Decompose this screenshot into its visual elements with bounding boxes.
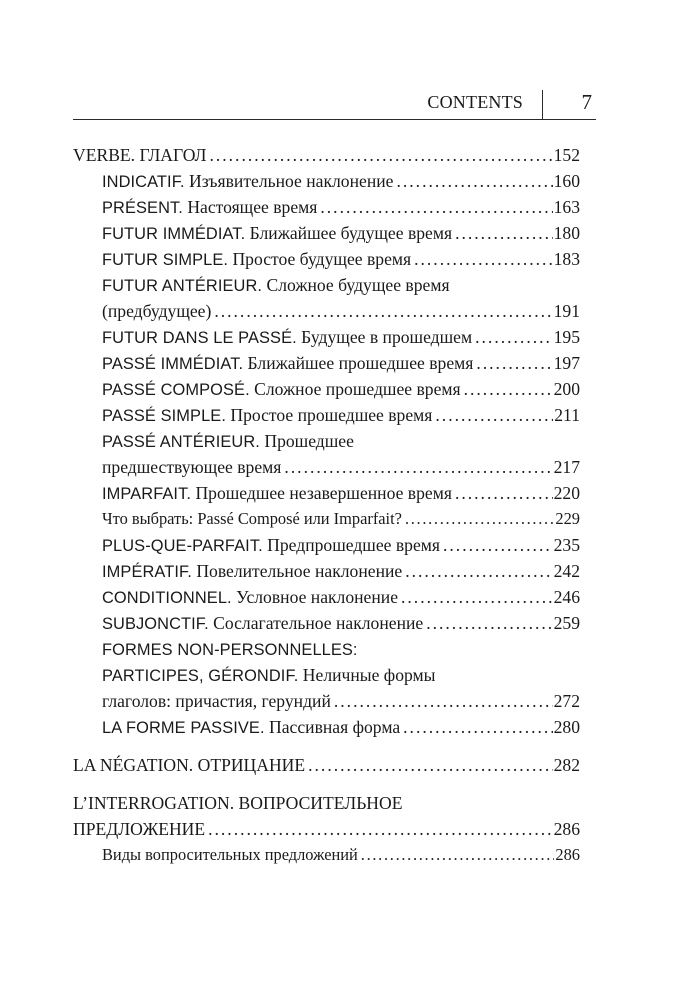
dot-leader [308,752,552,778]
toc-entry[interactable] [73,752,580,778]
dot-leader [401,584,553,610]
toc-entry[interactable] [73,532,580,558]
toc-entry-title [102,168,396,195]
dot-leader [414,246,553,272]
toc-entry[interactable] [73,480,580,506]
toc-entry-french: FUTUR DANS LE PASSÉ. [102,329,297,347]
toc-entry-title [73,816,208,842]
toc-entry-page: 272 [553,691,580,711]
dot-leader [208,816,553,842]
toc-entry-french: VERBE. [73,145,136,165]
dot-leader [284,454,552,480]
toc-entry-title [73,790,405,816]
toc-entry-french: L’INTERROGATION. [73,793,235,813]
toc-entry-french: PASSÉ IMMÉDIAT. [102,355,244,373]
toc-entry-russian: Будущее в прошедшем [296,327,473,347]
toc-entry-french: FORMES NON-PERSONNELLES: [102,641,358,659]
toc-entry-page: 152 [553,145,580,165]
toc-entry-page: 229 [555,509,580,528]
toc-entry-page: 197 [553,353,580,373]
toc-entry[interactable] [73,558,580,584]
toc-entry-title [102,688,334,714]
toc-entry-russian: ПРЕДЛОЖЕНИЕ [73,819,206,839]
toc-entry-french: INDICATIF. [102,173,185,191]
toc-entry-page: 235 [553,535,580,555]
dot-leader [405,506,554,532]
toc-entry-title [102,324,475,351]
toc-entry-title [102,714,403,741]
toc-entry-russian: Ближайшее будущее время [245,223,453,243]
dot-leader [403,714,552,740]
toc-entry-page: 200 [553,379,580,399]
header-title: CONTENTS [427,92,523,112]
dot-leader [396,168,552,194]
toc-entry-russian: предшествующее время [102,457,282,477]
toc-entry-title [102,636,361,663]
toc-entry-title [102,298,214,324]
toc-entry-french: PARTICIPES, GÉRONDIF. [102,667,299,685]
toc-entry-russian: Пассивная форма [264,717,401,737]
toc-entry[interactable] [73,842,580,868]
toc-entry-russian: ВОПРОСИТЕЛЬНОЕ [234,793,403,813]
toc-entry-french: LA FORME PASSIVE. [102,719,265,737]
toc-entry-russian: Прошедшее незавершенное время [191,483,452,503]
dot-leader [476,350,552,376]
toc-entry-russian: Предпрошедшее время [262,535,440,555]
toc-entry-russian: (предбудущее) [102,301,212,321]
running-header [73,86,596,120]
dot-leader [405,558,552,584]
toc-entry-russian: Повелительное наклонение [191,561,403,581]
toc-entry-title [102,454,284,480]
toc-entry-french: FUTUR IMMÉDIAT. [102,225,246,243]
toc-entry-page: 180 [553,223,580,243]
toc-entry[interactable] [73,350,580,376]
toc-entry-french: PLUS-QUE-PARFAIT. [102,537,263,555]
toc-entry-page: 217 [553,457,580,477]
toc-entry[interactable] [73,454,580,480]
toc-entry-russian: Сослагательное наклонение [208,613,424,633]
toc-entry-french: PASSÉ ANTÉRIEUR. [102,433,260,451]
toc-entry-title [102,532,443,559]
toc-entry-french: PRÉSENT. [102,199,183,217]
toc-entry-page: 163 [553,197,580,217]
toc-entry-title [73,142,209,168]
toc-entry-page: 183 [553,249,580,269]
toc-entry[interactable] [73,636,580,662]
toc-entry-french: IMPARFAIT. [102,485,192,503]
toc-entry-title [102,246,414,273]
toc-entry[interactable] [73,246,580,272]
dot-leader [455,220,553,246]
dot-leader [435,402,553,428]
toc-entry-page: 191 [553,301,580,321]
toc-entry-page: 242 [553,561,580,581]
toc-entry-french: FUTUR SIMPLE. [102,251,229,269]
table-of-contents [73,142,580,868]
toc-entry-french: FUTUR ANTÉRIEUR. [102,277,263,295]
toc-entry-page: 259 [553,613,580,633]
toc-entry-russian: Прошедшее [259,431,354,451]
toc-entry-title [102,402,435,429]
toc-entry-russian: ГЛАГОЛ [135,145,207,165]
toc-entry-page: 195 [553,327,580,347]
toc-entry-page: 286 [555,845,580,864]
toc-entry-french: IMPÉRATIF. [102,563,192,581]
toc-entry-title [102,610,426,637]
toc-entry-russian: ОТРИЦАНИЕ [193,755,306,775]
dot-leader [426,610,552,636]
toc-entry-page: 280 [553,717,580,737]
toc-entry[interactable] [73,506,580,532]
toc-entry-title [102,376,464,403]
toc-entry-title [102,584,401,611]
toc-entry-page: 211 [554,405,580,425]
toc-entry[interactable] [73,790,580,816]
dot-leader [334,688,553,714]
dot-leader [464,376,553,402]
toc-entry-title [73,752,308,778]
toc-entry-title [102,842,361,868]
toc-entry-russian: Изъявительное наклонение [184,171,394,191]
dot-leader [214,298,552,324]
toc-entry-russian: Неличные формы [298,665,436,685]
toc-entry[interactable] [73,714,580,740]
header-separator [542,90,543,120]
dot-leader [320,194,552,220]
toc-entry[interactable] [73,610,580,636]
toc-entry-page: 282 [553,755,580,775]
toc-entry[interactable] [73,168,580,194]
toc-entry-title [102,194,320,221]
toc-entry-french: SUBJONCTIF. [102,615,209,633]
toc-entry[interactable] [73,428,580,454]
toc-entry[interactable] [73,220,580,246]
toc-entry-russian: Виды вопросительных предложений [102,845,358,864]
toc-entry-title [102,428,357,455]
toc-entry-russian: Сложное прошедшее время [249,379,461,399]
toc-entry[interactable] [73,324,580,350]
toc-entry-russian: Сложное будущее время [262,275,450,295]
toc-entry-russian: Настоящее время [182,197,318,217]
toc-entry[interactable] [73,376,580,402]
toc-entry[interactable] [73,402,580,428]
toc-entry-french: PASSÉ SIMPLE. [102,407,226,425]
toc-entry[interactable] [73,194,580,220]
dot-leader [455,480,553,506]
toc-entry-french: CONDITIONNEL. [102,589,232,607]
toc-entry-russian: Что выбрать: Passé Composé или Imparfait? [102,509,402,528]
toc-entry-title [102,506,405,532]
toc-entry-french: LA NÉGATION. [73,755,194,775]
toc-entry-russian: Условное наклонение [231,587,398,607]
toc-entry-page: 220 [553,483,580,503]
toc-entry[interactable] [73,142,580,168]
dot-leader [209,142,552,168]
toc-entry[interactable] [73,584,580,610]
toc-entry-russian: Ближайшее прошедшее время [243,353,474,373]
toc-entry[interactable] [73,688,580,714]
toc-entry-title [102,220,455,247]
toc-entry-title [102,350,476,377]
toc-entry-title [102,480,455,507]
page-number: 7 [581,90,592,114]
toc-entry[interactable] [73,662,580,688]
toc-entry-page: 160 [553,171,580,191]
toc-entry-french: PASSÉ COMPOSÉ. [102,381,250,399]
toc-entry-page: 286 [553,819,580,839]
toc-entry[interactable] [73,272,580,298]
toc-entry-russian: Простое будущее время [228,249,412,269]
toc-entry-title [102,662,439,689]
toc-entry-title [102,558,405,585]
dot-leader [361,842,555,868]
dot-leader [443,532,553,558]
dot-leader [475,324,552,350]
toc-entry-page: 246 [553,587,580,607]
toc-entry-title [102,272,453,299]
toc-entry-russian: Простое прошедшее время [225,405,433,425]
toc-entry-russian: глаголов: причастия, герундий [102,691,331,711]
toc-entry[interactable] [73,816,580,842]
toc-entry[interactable] [73,298,580,324]
